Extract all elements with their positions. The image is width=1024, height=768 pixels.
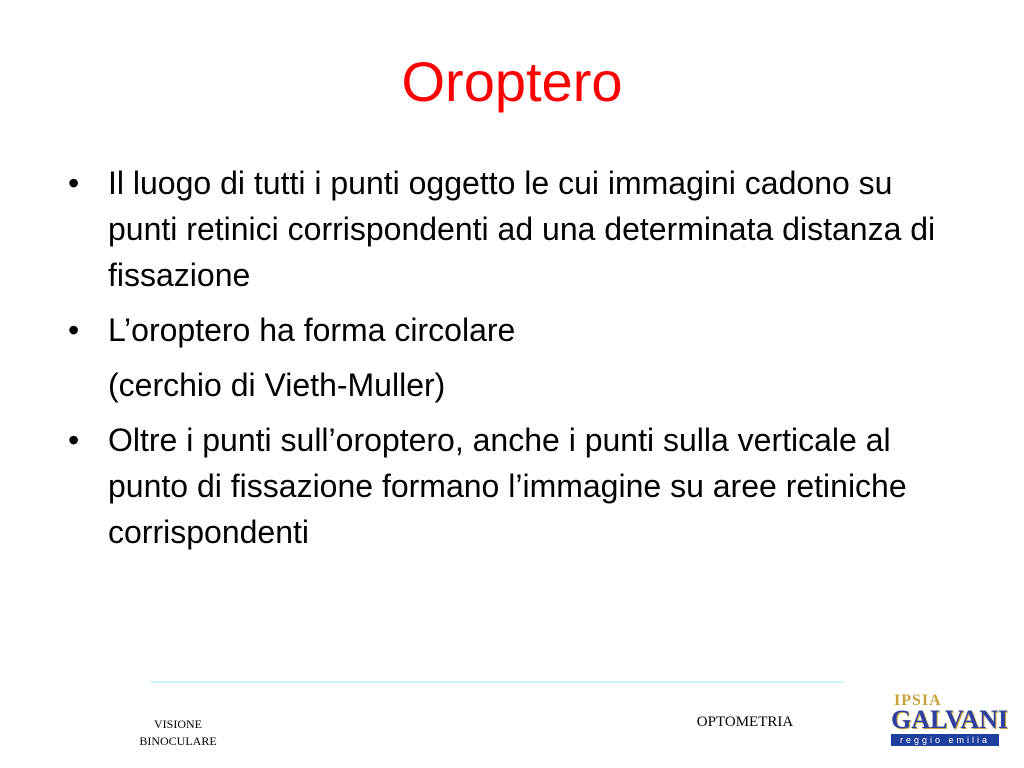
bullet-text-3: Oltre i punti sull’oroptero, anche i punti sulla verticale al punto di fissazione formano l’immagine su aree retiniche corrispondenti — [108, 422, 907, 550]
bullet-list — [68, 160, 948, 564]
footer-left-label — [118, 716, 238, 750]
logo-line2: GALVANI — [891, 705, 1009, 734]
logo-line1: IPSIA — [894, 692, 942, 709]
slide-title: Oroptero — [401, 50, 623, 113]
footer-left-line2: BINOCULARE — [139, 734, 217, 748]
bullet-marker-3: • — [68, 422, 80, 458]
bullet-marker-2: • — [68, 312, 80, 348]
bullet-item-2 — [68, 307, 948, 353]
footer-right-label: OPTOMETRIA — [696, 714, 794, 730]
bullet-continuation-2: (cerchio di Vieth-Muller) — [108, 367, 446, 403]
bullet-item-3 — [68, 417, 948, 555]
footer-left-line1: VISIONE — [154, 717, 202, 731]
footer-divider — [150, 681, 844, 683]
bullet-item-1 — [68, 160, 948, 298]
logo-line3: reggio emilia — [891, 734, 999, 746]
school-logo — [888, 692, 1009, 748]
bullet-text-2: L’oroptero ha forma circolare — [108, 312, 516, 348]
bullet-text-1: Il luogo di tutti i punti oggetto le cui immagini cadono su punti retinici corrispondenti ad una determinata distanza di fissazione — [108, 165, 936, 293]
bullet-marker-1: • — [68, 165, 80, 201]
